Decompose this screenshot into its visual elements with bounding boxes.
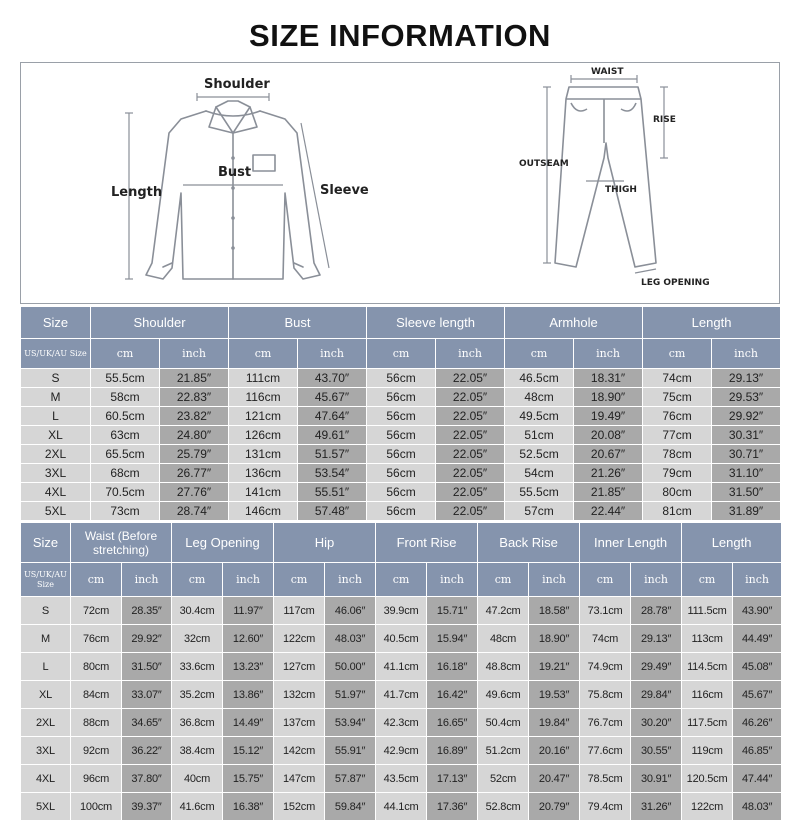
cm-value-cell: 54cm — [505, 464, 574, 483]
unit-cm: cm — [367, 339, 436, 369]
length-label: Length — [111, 185, 163, 200]
inch-value-cell: 16.89″ — [427, 737, 478, 765]
inch-value-cell: 28.35″ — [122, 597, 172, 625]
cm-value-cell: 56cm — [367, 483, 436, 502]
cm-value-cell: 51cm — [505, 426, 574, 445]
cm-value-cell: 49.5cm — [505, 407, 574, 426]
cm-value-cell: 116cm — [682, 681, 733, 709]
unit-cm: cm — [71, 563, 122, 597]
inch-value-cell: 20.08″ — [574, 426, 643, 445]
inch-value-cell: 59.84″ — [325, 793, 376, 821]
cm-value-cell: 74.9cm — [580, 653, 631, 681]
size-cell: 2XL — [21, 709, 71, 737]
size-header: Size — [21, 523, 71, 563]
unit-cm: cm — [376, 563, 427, 597]
size-cell: S — [21, 369, 91, 388]
cm-value-cell: 58cm — [91, 388, 160, 407]
inch-value-cell: 30.55″ — [631, 737, 682, 765]
cm-value-cell: 70.5cm — [91, 483, 160, 502]
cm-value-cell: 56cm — [367, 369, 436, 388]
inch-value-cell: 20.16″ — [529, 737, 580, 765]
cm-value-cell: 56cm — [367, 388, 436, 407]
unit-cm: cm — [172, 563, 223, 597]
inch-value-cell: 30.20″ — [631, 709, 682, 737]
cm-value-cell: 113cm — [682, 625, 733, 653]
inch-value-cell: 22.05″ — [436, 483, 505, 502]
inch-value-cell: 18.90″ — [574, 388, 643, 407]
unit-cm: cm — [682, 563, 733, 597]
inch-value-cell: 18.31″ — [574, 369, 643, 388]
table-row — [21, 737, 782, 765]
cm-value-cell: 119cm — [682, 737, 733, 765]
cm-value-cell: 41.1cm — [376, 653, 427, 681]
table-row — [21, 625, 782, 653]
table-row — [21, 464, 781, 483]
inch-value-cell: 51.57″ — [298, 445, 367, 464]
table-row — [21, 681, 782, 709]
cm-value-cell: 33.6cm — [172, 653, 223, 681]
inch-value-cell: 29.13″ — [631, 625, 682, 653]
cm-value-cell: 127cm — [274, 653, 325, 681]
inch-value-cell: 19.84″ — [529, 709, 580, 737]
cm-value-cell: 117cm — [274, 597, 325, 625]
sleeve-label: Sleeve — [320, 183, 369, 198]
group-header-hip: Hip — [274, 523, 376, 563]
inch-value-cell: 55.51″ — [298, 483, 367, 502]
waist-label: WAIST — [591, 67, 624, 77]
cm-value-cell: 131cm — [229, 445, 298, 464]
inch-value-cell: 45.67″ — [298, 388, 367, 407]
group-header-length: Length — [682, 523, 782, 563]
cm-value-cell: 42.3cm — [376, 709, 427, 737]
inch-value-cell: 18.90″ — [529, 625, 580, 653]
inch-value-cell: 29.92″ — [712, 407, 781, 426]
top-size-table — [20, 306, 781, 521]
thigh-label: THIGH — [605, 185, 637, 195]
inch-value-cell: 45.08″ — [733, 653, 782, 681]
cm-value-cell: 35.2cm — [172, 681, 223, 709]
measurement-diagram-panel — [20, 62, 780, 304]
inch-value-cell: 47.44″ — [733, 765, 782, 793]
cm-value-cell: 146cm — [229, 502, 298, 521]
cm-value-cell: 79.4cm — [580, 793, 631, 821]
inch-value-cell: 31.26″ — [631, 793, 682, 821]
cm-value-cell: 77cm — [643, 426, 712, 445]
pants-illustration — [555, 87, 656, 267]
cm-value-cell: 80cm — [71, 653, 122, 681]
inch-value-cell: 24.80″ — [160, 426, 229, 445]
size-cell: 5XL — [21, 793, 71, 821]
inch-value-cell: 33.07″ — [122, 681, 172, 709]
group-header-front-rise: Front Rise — [376, 523, 478, 563]
cm-value-cell: 116cm — [229, 388, 298, 407]
bust-label: Bust — [218, 165, 252, 180]
group-header-inner-length: Inner Length — [580, 523, 682, 563]
unit-inch: inch — [427, 563, 478, 597]
inch-value-cell: 22.83″ — [160, 388, 229, 407]
inch-value-cell: 27.76″ — [160, 483, 229, 502]
cm-value-cell: 41.6cm — [172, 793, 223, 821]
table-row — [21, 765, 782, 793]
inch-value-cell: 30.31″ — [712, 426, 781, 445]
size-cell: 3XL — [21, 464, 91, 483]
inch-value-cell: 45.67″ — [733, 681, 782, 709]
inch-value-cell: 22.05″ — [436, 388, 505, 407]
inch-value-cell: 19.21″ — [529, 653, 580, 681]
inch-value-cell: 22.05″ — [436, 445, 505, 464]
inch-value-cell: 16.42″ — [427, 681, 478, 709]
unit-cm: cm — [91, 339, 160, 369]
cm-value-cell: 38.4cm — [172, 737, 223, 765]
cm-value-cell: 51.2cm — [478, 737, 529, 765]
group-header-length: Length — [643, 307, 781, 339]
cm-value-cell: 52.5cm — [505, 445, 574, 464]
inch-value-cell: 46.26″ — [733, 709, 782, 737]
cm-value-cell: 40.5cm — [376, 625, 427, 653]
bottom-table-group-header — [21, 523, 782, 563]
table-row — [21, 709, 782, 737]
unit-cm: cm — [505, 339, 574, 369]
shirt-illustration — [146, 101, 320, 279]
inch-value-cell: 20.79″ — [529, 793, 580, 821]
inch-value-cell: 37.80″ — [122, 765, 172, 793]
cm-value-cell: 55.5cm — [91, 369, 160, 388]
bottom-table-unit-header — [21, 563, 782, 597]
size-cell: XL — [21, 426, 91, 445]
inch-value-cell: 21.85″ — [160, 369, 229, 388]
cm-value-cell: 52.8cm — [478, 793, 529, 821]
inch-value-cell: 57.87″ — [325, 765, 376, 793]
table-row — [21, 502, 781, 521]
cm-value-cell: 49.6cm — [478, 681, 529, 709]
cm-value-cell: 111cm — [229, 369, 298, 388]
inch-value-cell: 31.50″ — [122, 653, 172, 681]
cm-value-cell: 137cm — [274, 709, 325, 737]
garment-diagrams — [21, 63, 781, 305]
unit-inch: inch — [733, 563, 782, 597]
cm-value-cell: 114.5cm — [682, 653, 733, 681]
inch-value-cell: 57.48″ — [298, 502, 367, 521]
cm-value-cell: 44.1cm — [376, 793, 427, 821]
unit-inch: inch — [436, 339, 505, 369]
inch-value-cell: 16.65″ — [427, 709, 478, 737]
outseam-label: OUTSEAM — [519, 159, 569, 169]
leg-opening-label: LEG OPENING — [641, 278, 710, 288]
size-cell: 4XL — [21, 483, 91, 502]
cm-value-cell: 111.5cm — [682, 597, 733, 625]
size-cell: M — [21, 388, 91, 407]
unit-cm: cm — [274, 563, 325, 597]
cm-value-cell: 48.8cm — [478, 653, 529, 681]
cm-value-cell: 40cm — [172, 765, 223, 793]
inch-value-cell: 15.94″ — [427, 625, 478, 653]
unit-cm: cm — [580, 563, 631, 597]
cm-value-cell: 50.4cm — [478, 709, 529, 737]
table-row — [21, 483, 781, 502]
unit-inch: inch — [574, 339, 643, 369]
inch-value-cell: 29.84″ — [631, 681, 682, 709]
inch-value-cell: 13.86″ — [223, 681, 274, 709]
inch-value-cell: 14.49″ — [223, 709, 274, 737]
group-header-sleeve-length: Sleeve length — [367, 307, 505, 339]
cm-value-cell: 121cm — [229, 407, 298, 426]
shoulder-label: Shoulder — [204, 77, 270, 92]
unit-inch: inch — [712, 339, 781, 369]
inch-value-cell: 48.03″ — [325, 625, 376, 653]
page-title: SIZE INFORMATION — [249, 18, 551, 53]
inch-value-cell: 15.12″ — [223, 737, 274, 765]
top-table-unit-header — [21, 339, 781, 369]
cm-value-cell: 78.5cm — [580, 765, 631, 793]
cm-value-cell: 46.5cm — [505, 369, 574, 388]
inch-value-cell: 20.67″ — [574, 445, 643, 464]
inch-value-cell: 29.13″ — [712, 369, 781, 388]
cm-value-cell: 48cm — [505, 388, 574, 407]
inch-value-cell: 19.53″ — [529, 681, 580, 709]
size-sub-header: US/UK/AU Size — [21, 339, 91, 369]
unit-inch: inch — [325, 563, 376, 597]
unit-cm: cm — [229, 339, 298, 369]
table-row — [21, 426, 781, 445]
inch-value-cell: 44.49″ — [733, 625, 782, 653]
cm-value-cell: 63cm — [91, 426, 160, 445]
unit-cm: cm — [478, 563, 529, 597]
size-cell: 3XL — [21, 737, 71, 765]
size-cell: S — [21, 597, 71, 625]
size-sub-header: US/UK/AU Size — [21, 563, 71, 597]
cm-value-cell: 56cm — [367, 445, 436, 464]
table-row — [21, 369, 781, 388]
inch-value-cell: 15.75″ — [223, 765, 274, 793]
inch-value-cell: 31.50″ — [712, 483, 781, 502]
cm-value-cell: 68cm — [91, 464, 160, 483]
inch-value-cell: 17.36″ — [427, 793, 478, 821]
cm-value-cell: 92cm — [71, 737, 122, 765]
size-cell: 5XL — [21, 502, 91, 521]
size-header: Size — [21, 307, 91, 339]
group-header-back-rise: Back Rise — [478, 523, 580, 563]
inch-value-cell: 31.89″ — [712, 502, 781, 521]
cm-value-cell: 65.5cm — [91, 445, 160, 464]
cm-value-cell: 73cm — [91, 502, 160, 521]
inch-value-cell: 23.82″ — [160, 407, 229, 426]
cm-value-cell: 77.6cm — [580, 737, 631, 765]
cm-value-cell: 73.1cm — [580, 597, 631, 625]
inch-value-cell: 21.85″ — [574, 483, 643, 502]
unit-inch: inch — [529, 563, 580, 597]
cm-value-cell: 76.7cm — [580, 709, 631, 737]
inch-value-cell: 51.97″ — [325, 681, 376, 709]
cm-value-cell: 136cm — [229, 464, 298, 483]
inch-value-cell: 30.91″ — [631, 765, 682, 793]
cm-value-cell: 141cm — [229, 483, 298, 502]
size-cell: L — [21, 407, 91, 426]
cm-value-cell: 126cm — [229, 426, 298, 445]
cm-value-cell: 72cm — [71, 597, 122, 625]
cm-value-cell: 88cm — [71, 709, 122, 737]
inch-value-cell: 29.49″ — [631, 653, 682, 681]
cm-value-cell: 142cm — [274, 737, 325, 765]
inch-value-cell: 15.71″ — [427, 597, 478, 625]
cm-value-cell: 152cm — [274, 793, 325, 821]
cm-value-cell: 60.5cm — [91, 407, 160, 426]
inch-value-cell: 16.18″ — [427, 653, 478, 681]
cm-value-cell: 78cm — [643, 445, 712, 464]
size-cell: M — [21, 625, 71, 653]
table-row — [21, 445, 781, 464]
inch-value-cell: 39.37″ — [122, 793, 172, 821]
group-header-shoulder: Shoulder — [91, 307, 229, 339]
unit-cm: cm — [643, 339, 712, 369]
table-row — [21, 388, 781, 407]
cm-value-cell: 80cm — [643, 483, 712, 502]
cm-value-cell: 75.8cm — [580, 681, 631, 709]
cm-value-cell: 120.5cm — [682, 765, 733, 793]
cm-value-cell: 52cm — [478, 765, 529, 793]
size-cell: L — [21, 653, 71, 681]
inch-value-cell: 55.91″ — [325, 737, 376, 765]
size-cell: 2XL — [21, 445, 91, 464]
inch-value-cell: 30.71″ — [712, 445, 781, 464]
inch-value-cell: 28.74″ — [160, 502, 229, 521]
unit-inch: inch — [160, 339, 229, 369]
inch-value-cell: 31.10″ — [712, 464, 781, 483]
cm-value-cell: 74cm — [580, 625, 631, 653]
table-row — [21, 793, 782, 821]
cm-value-cell: 36.8cm — [172, 709, 223, 737]
cm-value-cell: 96cm — [71, 765, 122, 793]
inch-value-cell: 22.05″ — [436, 502, 505, 521]
cm-value-cell: 56cm — [367, 426, 436, 445]
cm-value-cell: 56cm — [367, 502, 436, 521]
cm-value-cell: 43.5cm — [376, 765, 427, 793]
inch-value-cell: 53.54″ — [298, 464, 367, 483]
cm-value-cell: 30.4cm — [172, 597, 223, 625]
group-header-armhole: Armhole — [505, 307, 643, 339]
cm-value-cell: 132cm — [274, 681, 325, 709]
inch-value-cell: 28.78″ — [631, 597, 682, 625]
inch-value-cell: 13.23″ — [223, 653, 274, 681]
unit-inch: inch — [223, 563, 274, 597]
inch-value-cell: 20.47″ — [529, 765, 580, 793]
cm-value-cell: 48cm — [478, 625, 529, 653]
inch-value-cell: 47.64″ — [298, 407, 367, 426]
top-table-group-header — [21, 307, 781, 339]
cm-value-cell: 76cm — [643, 407, 712, 426]
cm-value-cell: 56cm — [367, 464, 436, 483]
cm-value-cell: 47.2cm — [478, 597, 529, 625]
inch-value-cell: 43.90″ — [733, 597, 782, 625]
inch-value-cell: 34.65″ — [122, 709, 172, 737]
size-cell: XL — [21, 681, 71, 709]
inch-value-cell: 48.03″ — [733, 793, 782, 821]
inch-value-cell: 29.53″ — [712, 388, 781, 407]
cm-value-cell: 76cm — [71, 625, 122, 653]
cm-value-cell: 74cm — [643, 369, 712, 388]
cm-value-cell: 79cm — [643, 464, 712, 483]
cm-value-cell: 42.9cm — [376, 737, 427, 765]
inch-value-cell: 12.60″ — [223, 625, 274, 653]
bottom-size-table — [20, 522, 782, 821]
inch-value-cell: 21.26″ — [574, 464, 643, 483]
inch-value-cell: 46.85″ — [733, 737, 782, 765]
inch-value-cell: 49.61″ — [298, 426, 367, 445]
inch-value-cell: 50.00″ — [325, 653, 376, 681]
cm-value-cell: 41.7cm — [376, 681, 427, 709]
table-row — [21, 653, 782, 681]
inch-value-cell: 22.05″ — [436, 407, 505, 426]
cm-value-cell: 122cm — [682, 793, 733, 821]
cm-value-cell: 81cm — [643, 502, 712, 521]
inch-value-cell: 22.05″ — [436, 426, 505, 445]
inch-value-cell: 25.79″ — [160, 445, 229, 464]
inch-value-cell: 36.22″ — [122, 737, 172, 765]
cm-value-cell: 117.5cm — [682, 709, 733, 737]
inch-value-cell: 18.58″ — [529, 597, 580, 625]
unit-inch: inch — [122, 563, 172, 597]
inch-value-cell: 22.05″ — [436, 369, 505, 388]
unit-inch: inch — [298, 339, 367, 369]
inch-value-cell: 16.38″ — [223, 793, 274, 821]
cm-value-cell: 39.9cm — [376, 597, 427, 625]
inch-value-cell: 22.44″ — [574, 502, 643, 521]
group-header-bust: Bust — [229, 307, 367, 339]
inch-value-cell: 22.05″ — [436, 464, 505, 483]
inch-value-cell: 43.70″ — [298, 369, 367, 388]
table-row — [21, 407, 781, 426]
cm-value-cell: 122cm — [274, 625, 325, 653]
cm-value-cell: 147cm — [274, 765, 325, 793]
cm-value-cell: 100cm — [71, 793, 122, 821]
cm-value-cell: 55.5cm — [505, 483, 574, 502]
inch-value-cell: 26.77″ — [160, 464, 229, 483]
inch-value-cell: 53.94″ — [325, 709, 376, 737]
inch-value-cell: 19.49″ — [574, 407, 643, 426]
cm-value-cell: 32cm — [172, 625, 223, 653]
cm-value-cell: 57cm — [505, 502, 574, 521]
table-row — [21, 597, 782, 625]
group-header-leg-opening: Leg Opening — [172, 523, 274, 563]
inch-value-cell: 46.06″ — [325, 597, 376, 625]
inch-value-cell: 17.13″ — [427, 765, 478, 793]
inch-value-cell: 29.92″ — [122, 625, 172, 653]
unit-inch: inch — [631, 563, 682, 597]
cm-value-cell: 75cm — [643, 388, 712, 407]
inch-value-cell: 11.97″ — [223, 597, 274, 625]
cm-value-cell: 84cm — [71, 681, 122, 709]
group-header-waist: Waist (Before stretching) — [71, 523, 172, 563]
size-cell: 4XL — [21, 765, 71, 793]
rise-label: RISE — [653, 115, 676, 125]
cm-value-cell: 56cm — [367, 407, 436, 426]
